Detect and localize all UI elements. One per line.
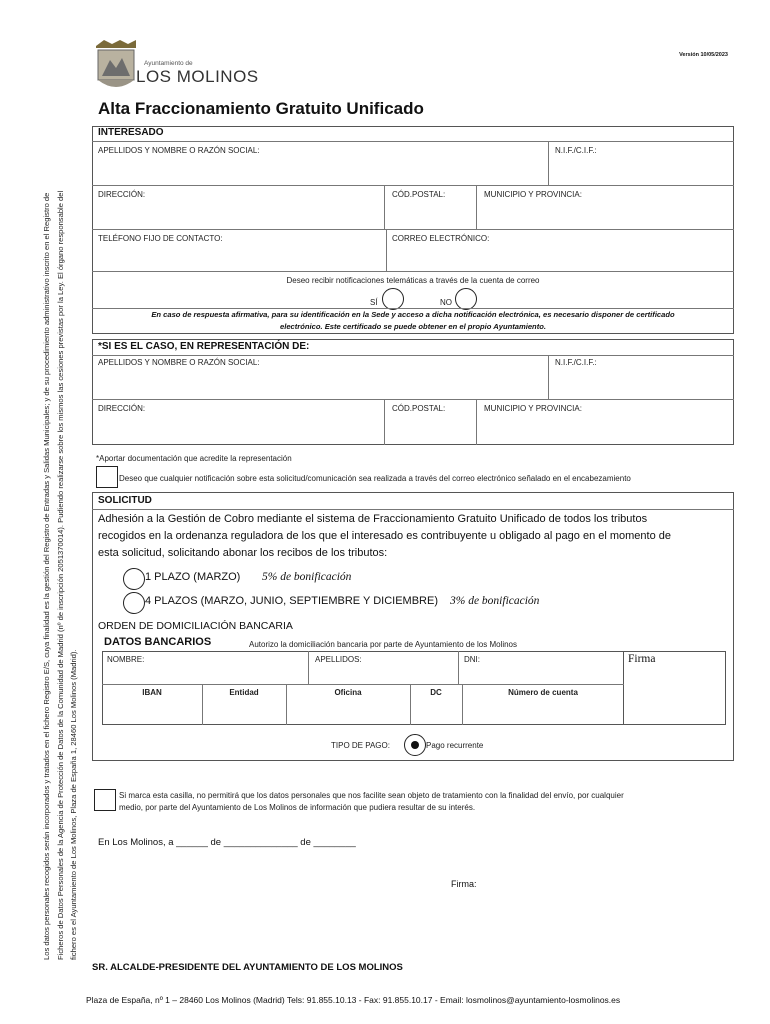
divider xyxy=(92,308,734,309)
datos-bancarios-heading: DATOS BANCARIOS xyxy=(104,636,212,648)
option-1-bonus: 5% de bonificación xyxy=(262,571,352,583)
interesado-direccion-field[interactable]: DIRECCIÓN: xyxy=(98,190,146,199)
divider xyxy=(386,229,387,271)
version-label: Versión 10/05/2023 xyxy=(679,52,728,58)
divider xyxy=(308,651,309,684)
interesado-nif-field[interactable]: N.I.F./C.I.F.: xyxy=(555,146,597,155)
divider xyxy=(458,651,459,684)
rep-direccion-field[interactable]: DIRECCIÓN: xyxy=(98,404,146,413)
solicitud-heading: SOLICITUD xyxy=(98,495,152,506)
si-radio[interactable] xyxy=(382,288,404,310)
rep-nif-field[interactable]: N.I.F./C.I.F.: xyxy=(555,358,597,367)
representacion-heading: *SI ES EL CASO, EN REPRESENTACIÓN DE: xyxy=(98,341,310,352)
side-text-line: fichero es el Ayuntamiento de Los Molinos, Plaza de España 1, 28460 Los Molinos (Madrid). xyxy=(69,649,78,960)
si-label: SÍ xyxy=(370,298,378,307)
pago-recurrente-radio[interactable] xyxy=(404,734,426,756)
interesado-cp-field[interactable]: CÓD.POSTAL: xyxy=(392,190,446,199)
no-radio[interactable] xyxy=(455,288,477,310)
divider xyxy=(102,684,624,685)
divider xyxy=(476,399,477,445)
divider xyxy=(548,141,549,185)
numero-cuenta-field[interactable]: Número de cuenta xyxy=(508,688,578,697)
divider xyxy=(92,185,734,186)
divider xyxy=(92,271,734,272)
fecha-line[interactable]: En Los Molinos, a ______ de ______________ de ________ xyxy=(98,837,356,848)
privacy-text-line-2: medio, por parte del Ayuntamiento de Los Molinos de información que pudiera resultar de su interés. xyxy=(119,803,476,812)
option-1-plazo-radio[interactable] xyxy=(123,568,145,590)
orden-domiciliacion: ORDEN DE DOMICILIACIÓN BANCARIA xyxy=(98,620,293,632)
bank-apellidos-field[interactable]: APELLIDOS: xyxy=(315,655,362,664)
logo-title: LOS MOLINOS xyxy=(136,67,259,86)
notif-question: Deseo recibir notificaciones telemáticas a través de la cuenta de correo xyxy=(286,276,540,285)
autorizo-note: Autorizo la domiciliación bancaria por parte de Ayuntamiento de los Molinos xyxy=(249,640,518,649)
email-notification-label: Deseo que cualquier notificación sobre esta solicitud/comunicación sea realizada a través del correo electrónico señalado en el encabezamiento xyxy=(119,474,631,483)
certificate-note-line-1: En caso de respuesta afirmativa, para su identificación en la Sede y acceso a dicha notificación electrónica, es necesario disponer de certificado xyxy=(151,310,675,319)
no-label: NO xyxy=(440,298,452,307)
bank-nombre-field[interactable]: NOMBRE: xyxy=(107,655,145,664)
oficina-field[interactable]: Oficina xyxy=(334,688,362,697)
interesado-correo-field[interactable]: CORREO ELECTRÓNICO: xyxy=(392,234,490,243)
footer-address: Plaza de España, nº 1 – 28460 Los Molinos (Madrid) Tels: 91.855.10.13 - Fax: 91.855.10.17 - Email: losmolinos@ayuntamiento-losmolinos.es xyxy=(86,995,621,1005)
tipo-pago-label: TIPO DE PAGO: xyxy=(331,741,390,750)
certificate-note-line-2: electrónico. Este certificado se puede obtener en el propio Ayuntamiento. xyxy=(280,322,546,331)
rep-cp-field[interactable]: CÓD.POSTAL: xyxy=(392,404,446,413)
municipal-logo xyxy=(92,38,262,94)
entidad-field[interactable]: Entidad xyxy=(229,688,259,697)
side-text-line: Los datos personales recogidos serán incorporados y tratados en el fichero Registro E/S, cuya finalidad es la gestión del Registro de Entradas y Salidas Municipales; y de su procedimiento administrativo inscrito en el Registro de xyxy=(42,192,51,960)
interesado-heading: INTERESADO xyxy=(98,127,164,138)
solicitud-text-1: Adhesión a la Gestión de Cobro mediante el sistema de Fraccionamiento Gratuito Unificado de todos los tributos xyxy=(98,513,648,525)
radio-dot-icon xyxy=(411,741,419,749)
option-4-bonus: 3% de bonificación xyxy=(450,595,540,607)
divider xyxy=(92,399,734,400)
option-4-plazos-radio[interactable] xyxy=(123,592,145,614)
coat-of-arms-icon xyxy=(92,38,140,94)
rep-apellidos-field[interactable]: APELLIDOS Y NOMBRE O RAZÓN SOCIAL: xyxy=(98,358,260,367)
divider xyxy=(384,185,385,229)
interesado-telefono-field[interactable]: TELÉFONO FIJO DE CONTACTO: xyxy=(98,234,223,243)
dc-field[interactable]: DC xyxy=(430,688,442,697)
firma-line: Firma: xyxy=(451,879,477,889)
alcalde-heading: SR. ALCALDE-PRESIDENTE DEL AYUNTAMIENTO DE LOS MOLINOS xyxy=(92,962,403,973)
option-1-plazo-label: 1 PLAZO (MARZO) xyxy=(145,571,241,583)
divider xyxy=(92,229,734,230)
pago-recurrente-label: Pago recurrente xyxy=(426,741,484,750)
interesado-apellidos-field[interactable]: APELLIDOS Y NOMBRE O RAZÓN SOCIAL: xyxy=(98,146,260,155)
email-notification-checkbox[interactable] xyxy=(96,466,118,488)
divider xyxy=(548,355,549,399)
interesado-section xyxy=(92,126,734,334)
side-legal-text xyxy=(40,30,81,960)
interesado-municipio-field[interactable]: MUNICIPIO Y PROVINCIA: xyxy=(484,190,582,199)
option-4-plazos-label: 4 PLAZOS (MARZO, JUNIO, SEPTIEMBRE Y DICIEMBRE) xyxy=(145,595,438,607)
solicitud-text-3: esta solicitud, solicitando abonar los recibos de los tributos: xyxy=(98,547,388,559)
solicitud-text-2: recogidos en la ordenanza reguladora de los que el interesado es contribuyente u obligado al pago en el momento de xyxy=(98,530,672,542)
bank-dni-field[interactable]: DNI: xyxy=(464,655,480,664)
rep-municipio-field[interactable]: MUNICIPIO Y PROVINCIA: xyxy=(484,404,582,413)
aportar-note: *Aportar documentación que acredite la representación xyxy=(96,454,292,463)
divider xyxy=(476,185,477,229)
iban-field[interactable]: IBAN xyxy=(142,688,162,697)
divider xyxy=(384,399,385,445)
divider xyxy=(92,141,734,142)
logo-small-text: Ayuntamiento de xyxy=(144,60,193,67)
firma-label: Firma xyxy=(628,653,656,665)
privacy-checkbox[interactable] xyxy=(94,789,116,811)
page-title: Alta Fraccionamiento Gratuito Unificado xyxy=(98,99,424,118)
side-text-line: Ficheros de Datos Personales de la Agencia de Protección de Datos de la Comunidad de Madrid (nº de inscripción 2051370014). Pudiendo realizarse sobre los mismos las cesiones previstas por la Ley. El órgano responsable del xyxy=(55,190,65,960)
divider xyxy=(92,509,734,510)
divider xyxy=(92,355,734,356)
privacy-text-line-1: Si marca esta casilla, no permitirá que los datos personales que nos facilite sean objeto de tratamiento con la finalidad del envío, por cualquier xyxy=(119,791,624,800)
